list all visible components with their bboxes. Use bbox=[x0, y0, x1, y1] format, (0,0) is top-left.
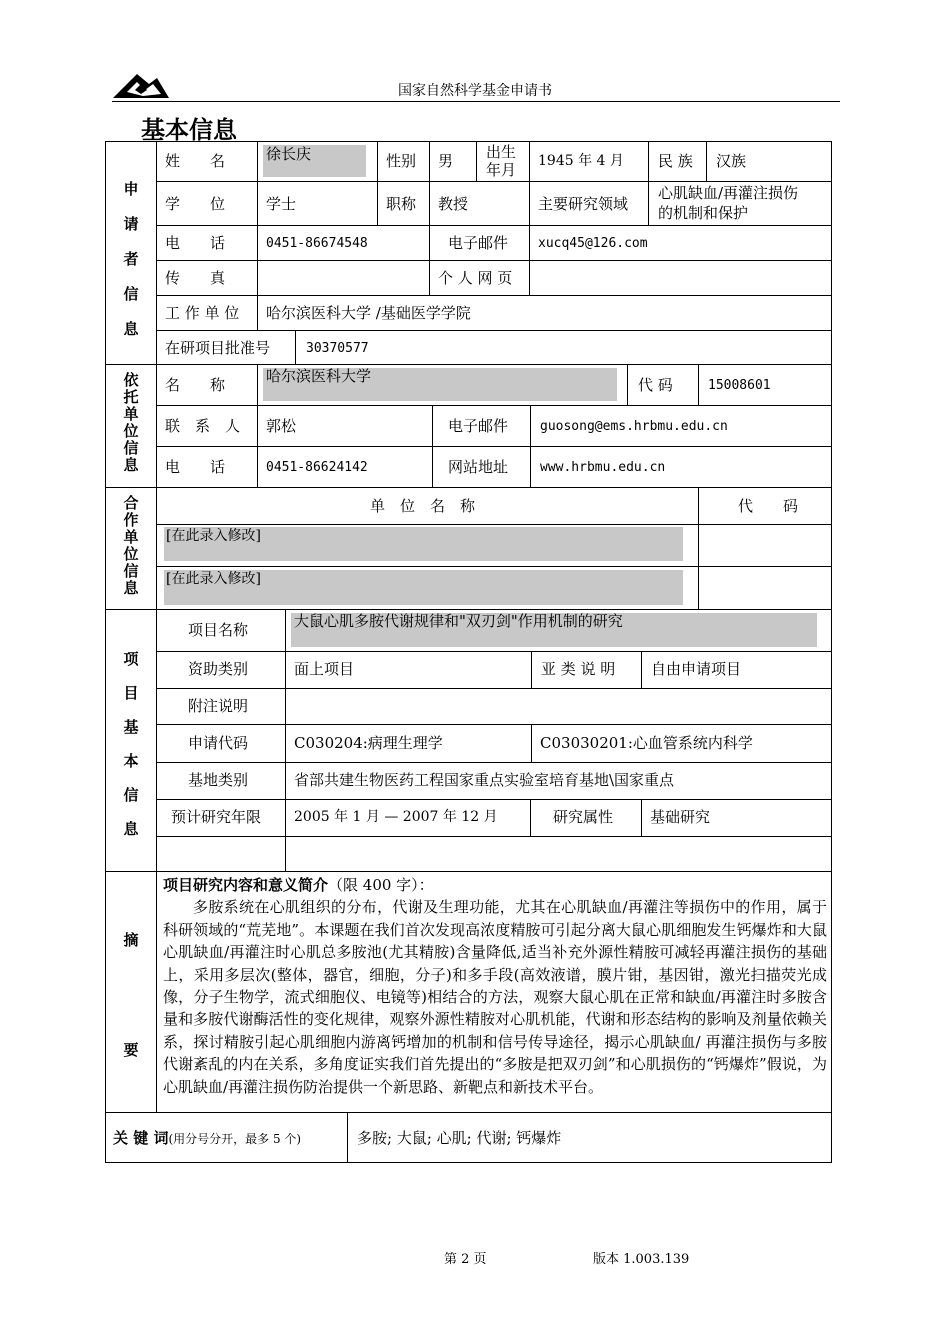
abstract-heading-line bbox=[163, 874, 827, 896]
email-field[interactable]: xucq45@126.com bbox=[538, 236, 648, 251]
row-line bbox=[156, 566, 832, 567]
degree-field[interactable]: 学士 bbox=[266, 195, 297, 213]
document-header-title: 国家自然科学基金申请书 bbox=[398, 83, 552, 99]
apply-code-label: 申请代码 bbox=[188, 734, 249, 752]
host-code-field[interactable]: 15008601 bbox=[708, 378, 771, 393]
group-label-column-line bbox=[156, 141, 157, 1112]
phone-field[interactable]: 0451-86674548 bbox=[266, 236, 368, 251]
group-divider bbox=[105, 609, 832, 610]
birth-label-line1: 出生 bbox=[486, 143, 517, 161]
keywords-note: (用分号分开，最多 5 个) bbox=[168, 1132, 302, 1146]
funding-type-label: 资助类别 bbox=[188, 660, 249, 678]
host-name-field[interactable]: 哈尔滨医科大学 bbox=[266, 367, 372, 385]
apply-code-1-field[interactable]: C030204:病理生理学 bbox=[294, 734, 443, 752]
ethnicity-field[interactable]: 汉族 bbox=[716, 152, 747, 170]
apply-code-2-field[interactable]: C03030201:心血管系统内科学 bbox=[540, 734, 753, 752]
ethnicity-label: 民 族 bbox=[658, 152, 693, 170]
group-divider bbox=[105, 364, 832, 365]
research-attr-field[interactable]: 基础研究 bbox=[650, 808, 711, 826]
host-group-label: 依 托 单 位 信 息 bbox=[123, 371, 139, 474]
coop-row-2-field[interactable]: [在此录入修改] bbox=[166, 571, 261, 587]
col-line bbox=[531, 651, 532, 688]
project-group-label: 项 目 基 本 信 息 bbox=[123, 650, 139, 838]
project-no-label: 在研项目批准号 bbox=[165, 339, 271, 357]
col-line bbox=[476, 141, 477, 181]
project-name-field[interactable]: 大鼠心肌多胺代谢规律和"双刃剑"作用机制的研究 bbox=[294, 612, 623, 630]
header-rule bbox=[112, 101, 840, 102]
work-org-field[interactable]: 哈尔滨医科大学 /基础医学学院 bbox=[266, 304, 471, 322]
abstract-block[interactable] bbox=[163, 874, 827, 1098]
birth-label-line2: 年月 bbox=[486, 161, 517, 179]
research-attr-label: 研究属性 bbox=[553, 808, 614, 826]
research-field-label: 主要研究领域 bbox=[538, 195, 629, 213]
col-line bbox=[531, 724, 532, 762]
host-website-label: 网站地址 bbox=[448, 458, 509, 476]
homepage-label: 个 人 网 页 bbox=[438, 269, 513, 287]
col-line bbox=[429, 141, 430, 295]
host-phone-label: 电 话 bbox=[165, 458, 226, 476]
base-type-field[interactable]: 省部共建生物医药工程国家重点实验室培育基地\国家重点 bbox=[294, 771, 675, 789]
col-line bbox=[706, 141, 707, 181]
section-title: 基本信息 bbox=[141, 116, 237, 144]
subclass-field[interactable]: 自由申请项目 bbox=[651, 660, 742, 678]
host-email-field[interactable]: guosong@ems.hrbmu.edu.cn bbox=[540, 419, 728, 434]
birth-field[interactable]: 1945 年 4 月 bbox=[538, 153, 624, 169]
coop-row-1-field[interactable]: [在此录入修改] bbox=[166, 528, 261, 544]
phone-label: 电 话 bbox=[165, 234, 226, 252]
title-label: 职称 bbox=[386, 195, 417, 213]
host-name-label: 名 称 bbox=[165, 376, 226, 394]
fax-label: 传 真 bbox=[165, 269, 226, 287]
abstract-group-label-1: 摘 bbox=[123, 931, 139, 949]
col-line bbox=[257, 364, 258, 487]
note-label: 附注说明 bbox=[188, 697, 249, 715]
name-field[interactable]: 徐长庆 bbox=[266, 145, 312, 163]
keywords-label: 关 键 词 bbox=[113, 1129, 169, 1147]
host-contact-label: 联 系 人 bbox=[165, 417, 241, 435]
col-line bbox=[529, 141, 530, 295]
host-contact-field[interactable]: 郭松 bbox=[266, 417, 297, 435]
base-type-label: 基地类别 bbox=[188, 771, 249, 789]
host-code-label: 代 码 bbox=[638, 376, 673, 394]
col-line bbox=[627, 364, 628, 405]
coop-group-label: 合 作 单 位 信 息 bbox=[123, 494, 139, 597]
row-line bbox=[156, 799, 832, 800]
col-line bbox=[257, 141, 258, 330]
keywords-field[interactable]: 多胺; 大鼠; 心肌; 代谢; 钙爆炸 bbox=[357, 1129, 562, 1147]
col-line bbox=[641, 651, 642, 688]
row-line bbox=[156, 762, 832, 763]
col-line bbox=[295, 330, 296, 364]
row-line bbox=[156, 688, 832, 689]
abstract-heading: 项目研究内容和意义简介 bbox=[163, 876, 329, 894]
col-line bbox=[377, 141, 378, 225]
col-line bbox=[641, 799, 642, 836]
degree-label: 学 位 bbox=[165, 195, 226, 213]
applicant-group-label: 申 请 者 信 息 bbox=[123, 180, 139, 338]
work-org-label: 工 作 单 位 bbox=[165, 304, 240, 322]
title-field[interactable]: 教授 bbox=[438, 195, 469, 213]
host-phone-field[interactable]: 0451-86624142 bbox=[266, 460, 368, 475]
abstract-body[interactable]: 多胺系统在心肌组织的分布，代谢及生理功能，尤其在心肌缺血/再灌注等损伤中的作用，属于科研领域的“荒芜地”。本课题在我们首次发现高浓度精胺可引起分离大鼠心肌细胞发生钙爆炸和大鼠心肌缺血/再灌注时心肌总多胺池(尤其精胺)含量降低,适当补充外源性精胺可减轻再灌注损伤的基础上，采用多层次(整体，器官，细胞，分子)和多手段(高效液谱，膜片钳，基因钳，激光扫描荧光成像，分子生物学，流式细胞仪、电镜等)相结合的方法，观察大鼠心肌在正常和缺血/再灌注时多胺含量和多胺代谢酶活性的变化规律，观察外源性精胺对心肌机能，代谢和形态结构的影响及剂量依赖关系，探讨精胺引起心肌细胞内游离钙增加的机制和信号传导途径，揭示心肌缺血/ 再灌注损伤与多胺代谢紊乱的内在关系，多角度证实我们首先提出的“多胺是把双刃剑”和心肌损伤的“钙爆炸”假说，为心肌缺血/再灌注损伤防治提供一个新思路、新靶点和新技术平台。 bbox=[163, 898, 827, 1096]
version-number: 版本 1.003.139 bbox=[593, 1252, 690, 1267]
research-field-line1[interactable]: 心肌缺血/再灌注损伤 bbox=[658, 184, 799, 202]
group-divider bbox=[105, 871, 832, 872]
col-line bbox=[648, 141, 649, 225]
col-line bbox=[347, 1112, 348, 1163]
col-line bbox=[698, 364, 699, 405]
keywords-label-group bbox=[113, 1128, 301, 1149]
email-label: 电子邮件 bbox=[448, 234, 509, 252]
row-line bbox=[156, 524, 832, 525]
project-name-label: 项目名称 bbox=[188, 621, 249, 639]
col-line bbox=[530, 799, 531, 836]
period-label: 预计研究年限 bbox=[171, 808, 262, 826]
abstract-heading-note: （限 400 字）： bbox=[328, 876, 434, 894]
project-no-field[interactable]: 30370577 bbox=[306, 341, 369, 356]
coop-unit-header: 单 位 名 称 bbox=[370, 497, 476, 515]
abstract-group-label-2: 要 bbox=[123, 1041, 139, 1059]
subclass-label: 亚 类 说 明 bbox=[541, 660, 616, 678]
gender-label: 性别 bbox=[386, 152, 417, 170]
name-label: 姓 名 bbox=[165, 152, 226, 170]
page-number: 第 2 页 bbox=[444, 1252, 487, 1267]
col-line bbox=[432, 405, 433, 487]
coop-code-header: 代 码 bbox=[738, 497, 799, 515]
row-line bbox=[156, 836, 832, 837]
period-field[interactable]: 2005 年 1 月 — 2007 年 12 月 bbox=[294, 809, 498, 825]
research-field-line2[interactable]: 的机制和保护 bbox=[658, 204, 749, 222]
row-line bbox=[156, 651, 832, 652]
col-line bbox=[698, 487, 699, 609]
col-line bbox=[530, 405, 531, 487]
funding-type-field[interactable]: 面上项目 bbox=[294, 660, 355, 678]
gender-field[interactable]: 男 bbox=[438, 152, 454, 170]
host-website-field[interactable]: www.hrbmu.edu.cn bbox=[540, 460, 666, 475]
row-line bbox=[156, 724, 832, 725]
host-email-label: 电子邮件 bbox=[448, 417, 509, 435]
group-divider bbox=[105, 487, 832, 488]
col-line bbox=[285, 609, 286, 871]
row-line bbox=[156, 330, 832, 331]
group-divider bbox=[105, 1112, 832, 1113]
